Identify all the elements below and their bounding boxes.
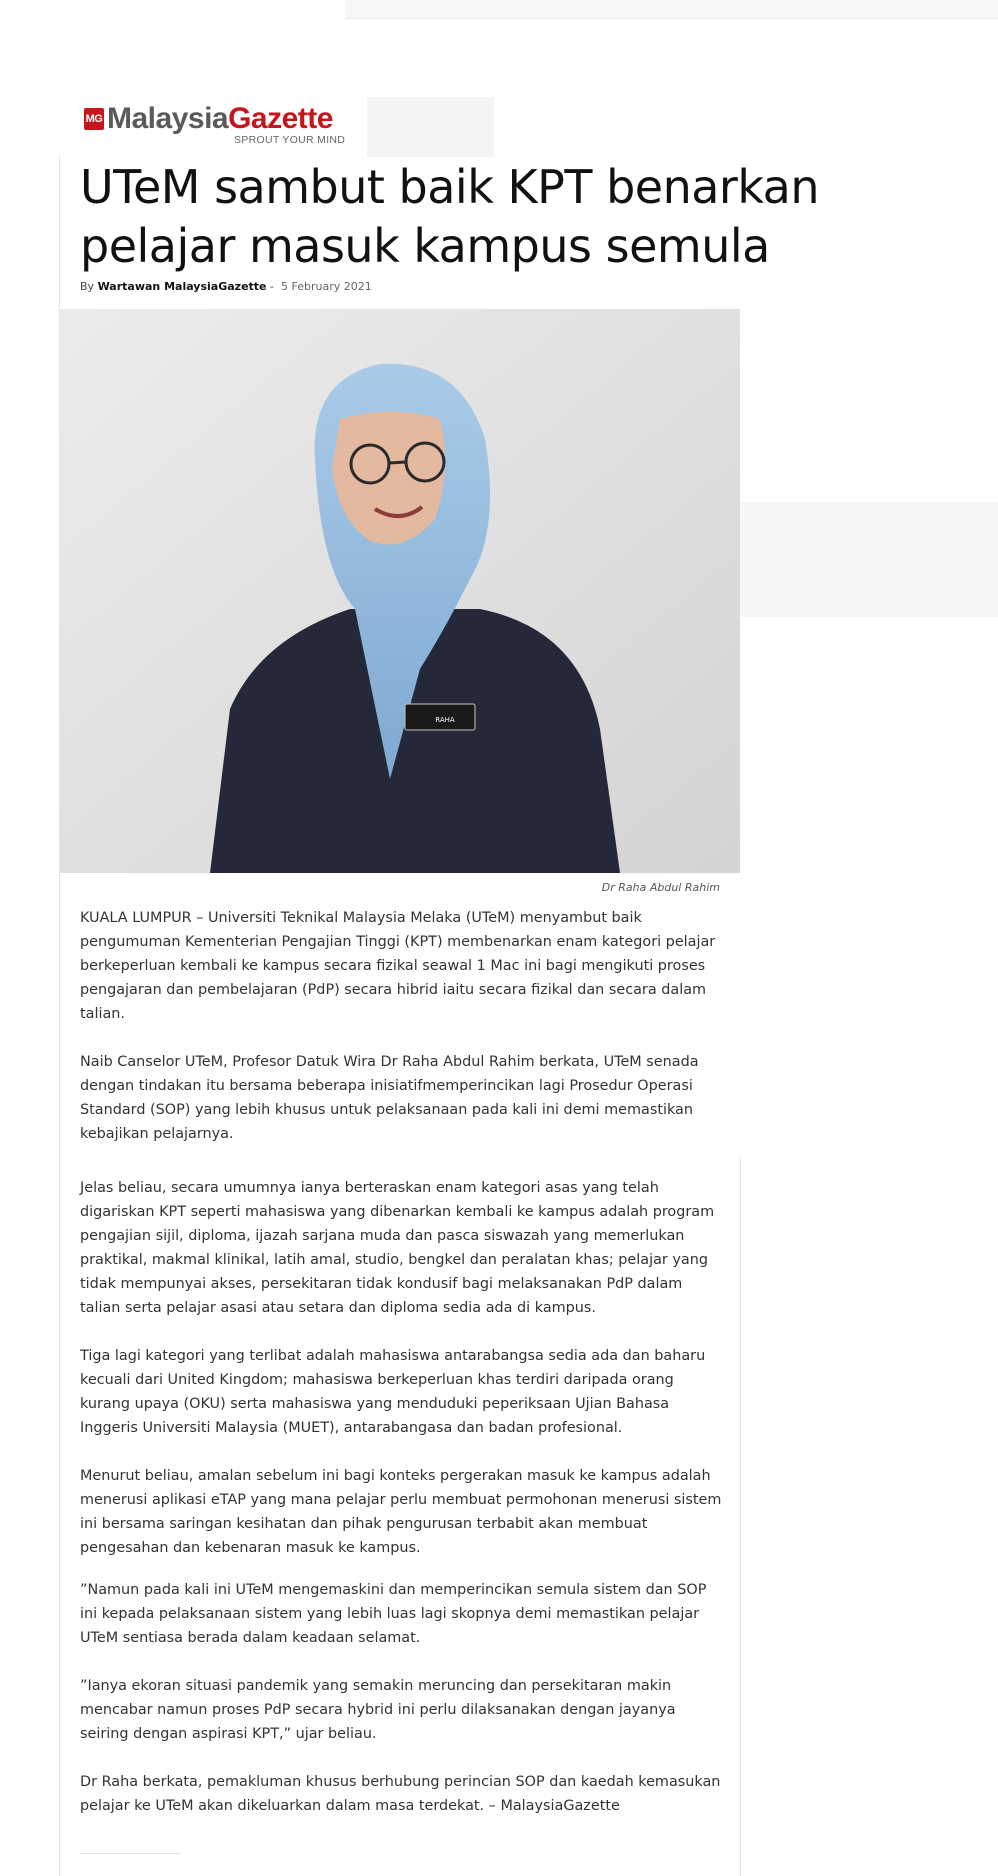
article-body xyxy=(80,906,725,1842)
content-right-border xyxy=(740,1158,741,1876)
article-meta xyxy=(80,280,372,293)
brand-malaysia: Malaysia xyxy=(107,102,229,135)
site-logo[interactable] xyxy=(84,102,346,146)
article-paragraph: Jelas beliau, secara umumnya ianya berteraskan enam kategori asas yang telah digariskan KPT seperti mahasiswa yang dibenarkan kembali ke kampus adalah program pengajian sijil, diploma, ijazah sarjana muda dan pasca siswazah yang memerlukan praktikal, makmal klinikal, latih amal, studio, bengkel dan peralatan khas; pelajar yang tidak mempunyai akses, persekitaran tidak kondusif bagi melaksanakan PdP dalam talian serta pelajar asasi atau setara dan diploma sedia ada di kampus. xyxy=(80,1180,715,1316)
footer-divider xyxy=(80,1853,180,1854)
by-label: By xyxy=(80,280,95,293)
article-photo xyxy=(60,309,740,873)
article-paragraph: ”Ianya ekoran situasi pandemik yang semakin meruncing dan persekitaran makin mencabar namun proses PdP secara hybrid ini perlu dilaksanakan dengan jayanya seiring dengan aspirasi KPT,” ujar beliau. xyxy=(80,1678,676,1742)
article-paragraph: Tiga lagi kategori yang terlibat adalah mahasiswa antarabangsa sedia ada dan baharu kecuali dari United Kingdom; mahasiswa berkeperluan khas terdiri daripada orang kurang upaya (OKU) serta mahasiswa yang menduduki peperiksaan Ujian Bahasa Inggeris Universiti Malaysia (MUET), antarabangasa dan badan profesional. xyxy=(80,1348,706,1436)
article-paragraph: KUALA LUMPUR – Universiti Teknikal Malaysia Melaka (UTeM) menyambut baik pengumuman Kementerian Pengajian Tinggi (KPT) membenarkan enam kategori pelajar berkeperluan kembali ke kampus secara fizikal seawal 1 Mac ini bagi mengikuti proses pengajaran dan pembelajaran (PdP) secara hibrid iaitu secara fizikal dan secara dalam talian. xyxy=(80,910,716,1022)
portrait-illustration xyxy=(60,309,740,873)
article-date: 5 February 2021 xyxy=(281,280,372,293)
article-paragraph: Dr Raha berkata, pemakluman khusus berhubung perincian SOP dan kaedah kemasukan pelajar ke UTeM akan dikeluarkan dalam masa terdekat. – MalaysiaGazette xyxy=(80,1774,721,1814)
name-tag-text: RAHA xyxy=(435,716,455,724)
article-title: UTeM sambut baik KPT benarkan pelajar masuk kampus semula xyxy=(80,160,820,273)
meta-separator: - xyxy=(270,280,274,293)
header-ad-placeholder xyxy=(367,97,494,157)
article-paragraph: Naib Canselor UTeM, Profesor Datuk Wira Dr Raha Abdul Rahim berkata, UTeM senada dengan tindakan itu bersama beberapa inisiatifmemperincikan lagi Prosedur Operasi Standard (SOP) yang lebih khusus untuk pelaksanaan pada kali ini demi memastikan kebajikan pelajarnya. xyxy=(80,1054,699,1142)
site-tagline: SPROUT YOUR MIND xyxy=(234,134,346,146)
article-paragraph: Menurut beliau, amalan sebelum ini bagi konteks pergerakan masuk ke kampus adalah menerusi aplikasi eTAP yang mana pelajar perlu membuat permohonan menerusi sistem ini bersama saringan kesihatan dan pihak pengurusan terbabit akan membuat pengesahan dan kebenaran masuk ke kampus. xyxy=(80,1468,722,1556)
author-link[interactable]: Wartawan MalaysiaGazette xyxy=(97,280,267,293)
top-bar xyxy=(345,0,998,19)
photo-caption: Dr Raha Abdul Rahim xyxy=(601,881,720,894)
article-paragraph: ”Namun pada kali ini UTeM mengemaskini dan memperincikan semula sistem dan SOP ini kepada pelaksanaan sistem yang lebih luas lagi skopnya demi memastikan pelajar UTeM sentiasa berada dalam keadaan selamat. xyxy=(80,1582,707,1646)
brand-gazette: Gazette xyxy=(228,102,333,135)
sidebar-ad-placeholder xyxy=(740,502,998,617)
logo-mark-icon: MG xyxy=(84,108,104,130)
